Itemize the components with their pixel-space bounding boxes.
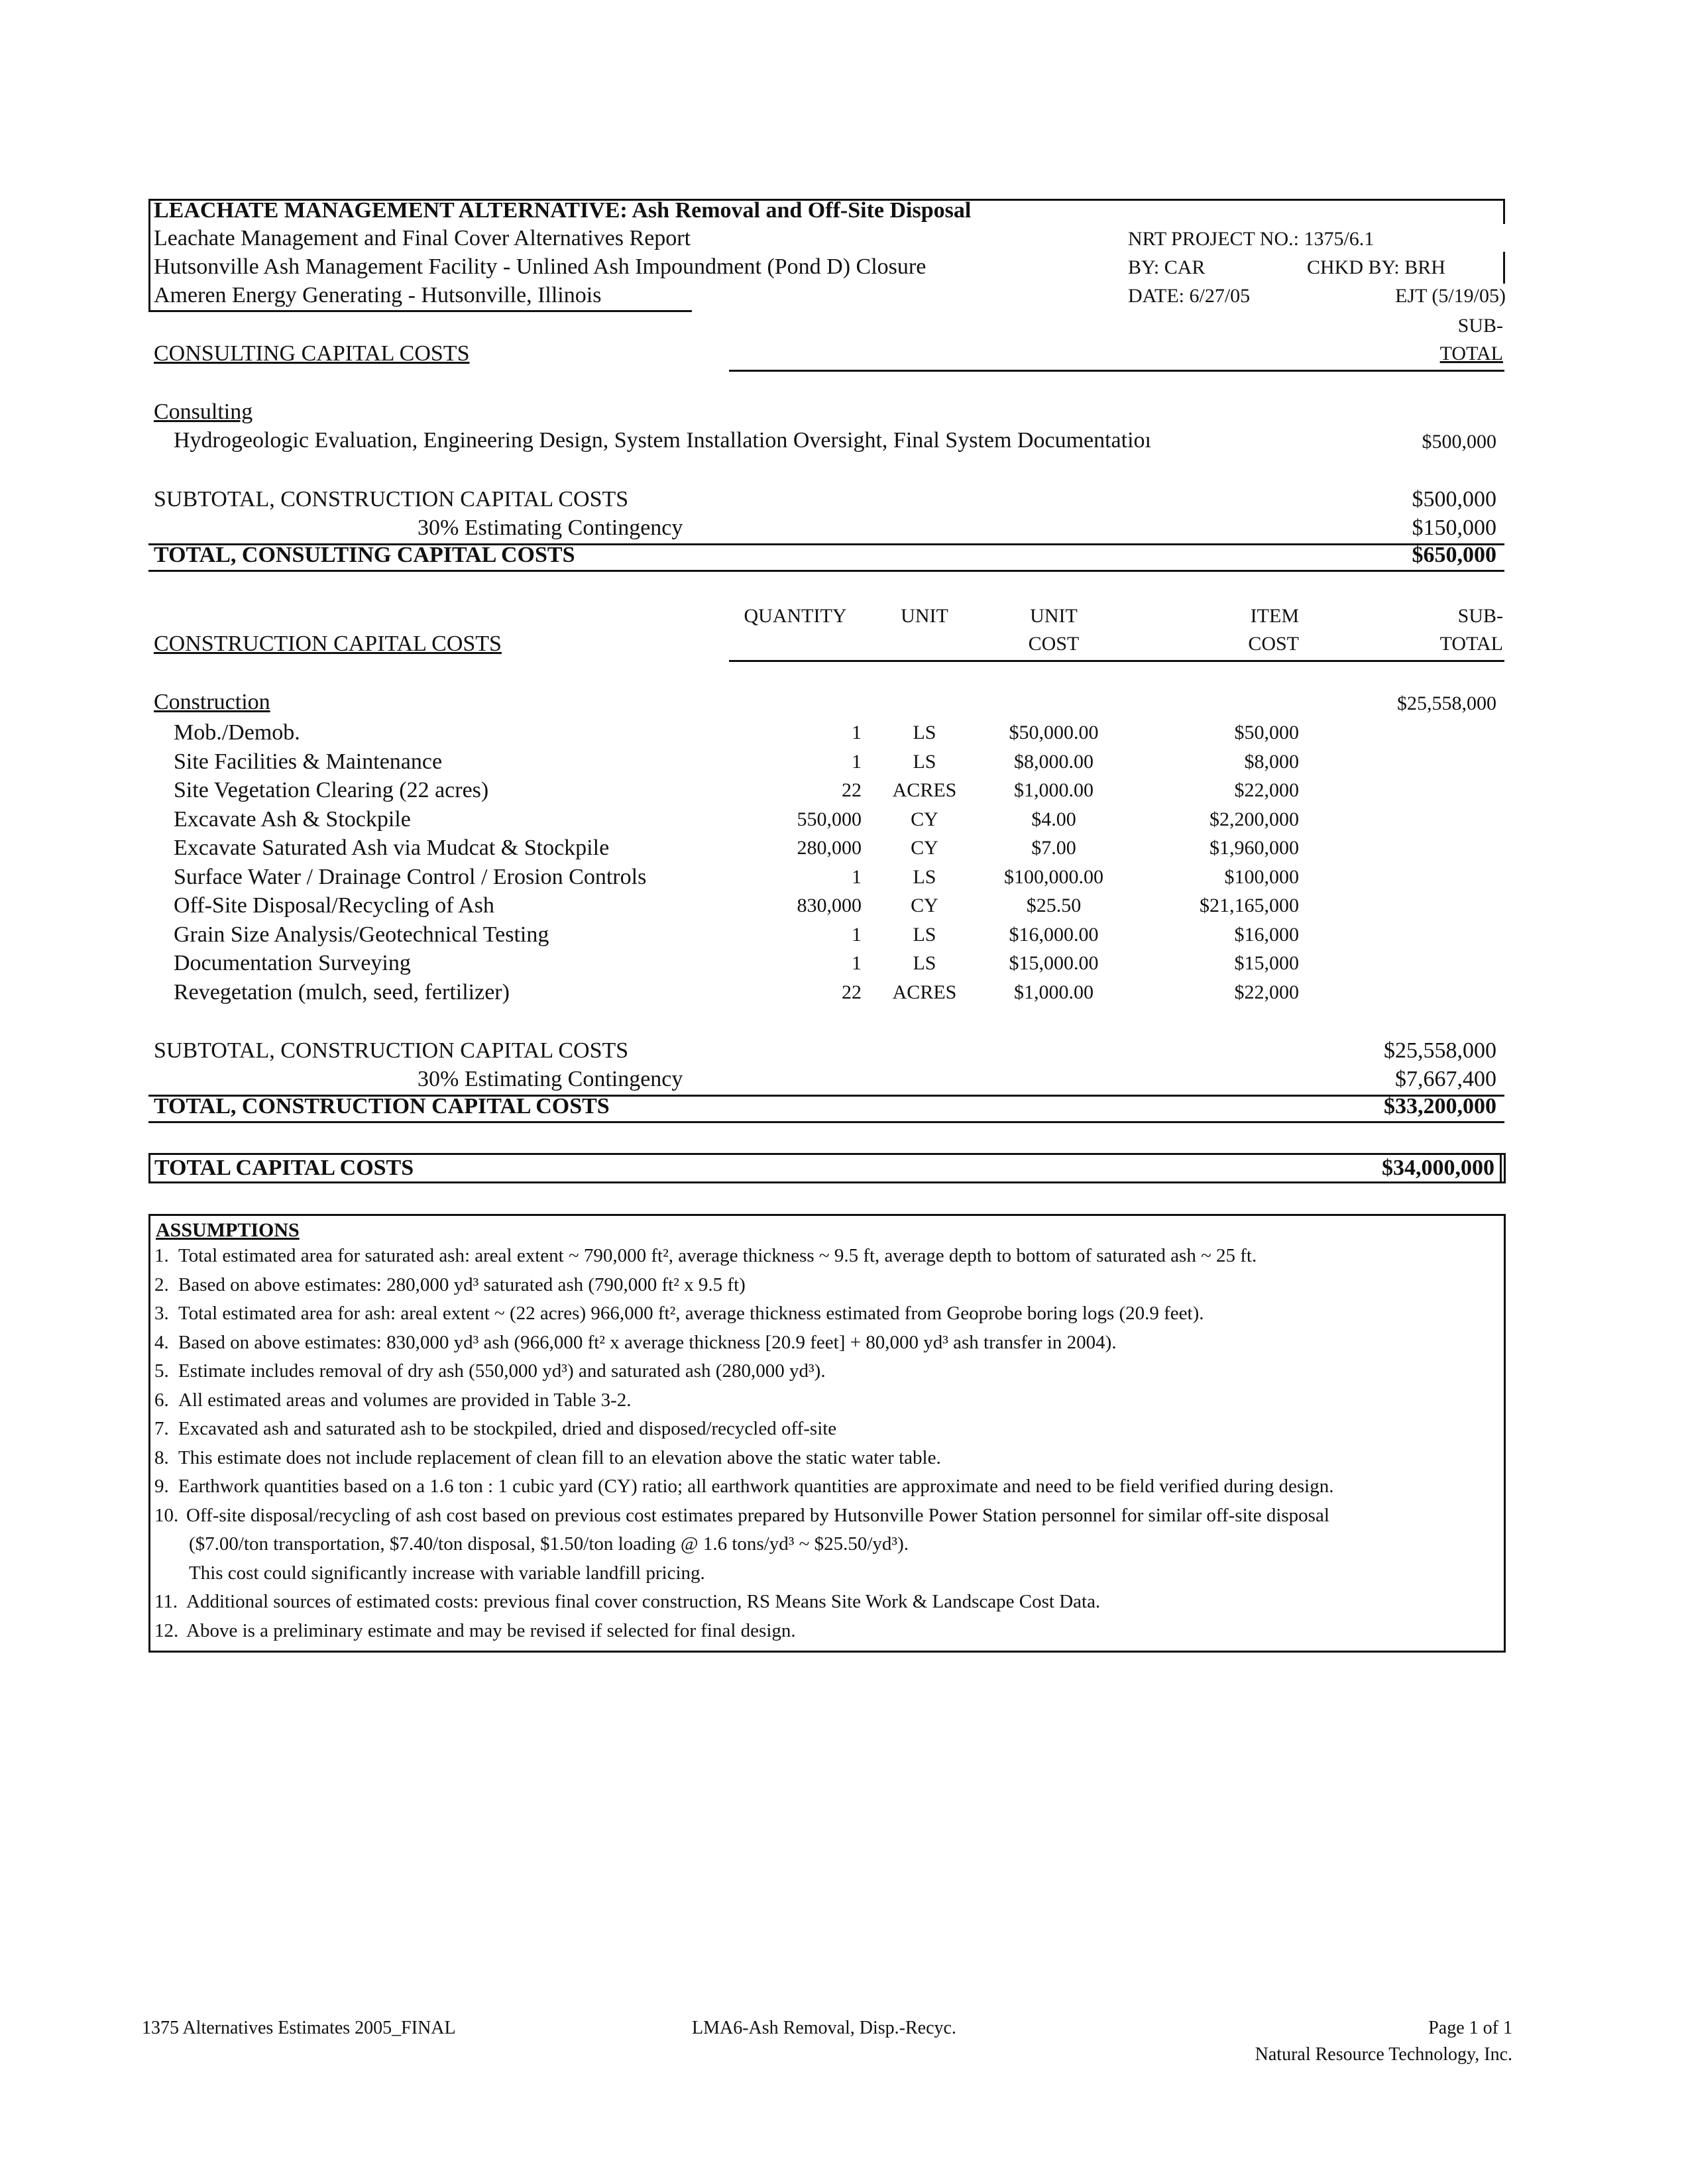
construction-subtotal-value: $25,558,000 [1384,1038,1496,1063]
construction-item-desc: Excavate Ash & Stockpile [174,806,411,832]
construction-item-unit-cost: $7.00 [1031,837,1076,859]
construction-item-qty: 1 [852,952,862,974]
construction-item-unit-cost: $1,000.00 [1014,779,1094,801]
report-subtitle: Leachate Management and Final Cover Alternatives Report [154,226,691,250]
construction-item-unit: ACRES [892,981,957,1003]
grand-total-value-divider [1500,1153,1502,1183]
construction-item-row [0,718,1686,747]
construction-item-row [0,920,1686,950]
client-name: Ameren Energy Generating - Hutsonville, Illinois [154,283,602,307]
consulting-col-sub: SUB- [1457,315,1503,337]
construction-section-title: CONSTRUCTION CAPITAL COSTS [154,631,502,656]
assumption-number: 6. [154,1389,169,1411]
construction-item-qty: 22 [842,779,862,801]
report-title: LEACHATE MANAGEMENT ALTERNATIVE: Ash Removal and Off-Site Disposal [154,198,972,223]
construction-item-qty: 830,000 [797,895,862,916]
assumption-text: Based on above estimates: 830,000 yd³ ash (966,000 ft² x average thickness [20.9 feet] + 80,000 yd³ ash transfer in 2004). [178,1331,1117,1353]
construction-item-unit: LS [913,952,936,974]
construction-item-qty: 280,000 [797,837,862,859]
grand-total-label: TOTAL CAPITAL COSTS [154,1156,414,1180]
construction-item-unit: LS [913,750,936,773]
assumption-number: 5. [154,1360,169,1382]
construction-item-item-cost: $1,960,000 [1209,837,1299,859]
construction-item-unit-cost: $4.00 [1031,808,1076,830]
construction-item-item-cost: $100,000 [1224,865,1299,888]
construction-total-value: $33,200,000 [1384,1094,1496,1119]
assumption-number: 9. [154,1476,169,1497]
assumption-text: Total estimated area for saturated ash: areal extent ~ 790,000 ft², average thickness ~ 9.5 ft, average depth to bottom of saturated ash ~ 25 ft. [178,1245,1257,1266]
header-bottom-rule [148,310,692,312]
construction-item-desc: Site Facilities & Maintenance [174,749,443,774]
assumption-text: Excavated ash and saturated ash to be stockpiled, dried and disposed/recycled off-site [178,1418,837,1439]
construction-item-item-cost: $22,000 [1234,981,1299,1003]
construction-item-desc: Off-Site Disposal/Recycling of Ash [174,893,494,918]
construction-item-desc: Grain Size Analysis/Geotechnical Testing [174,922,549,947]
construction-item-unit-cost: $8,000.00 [1014,750,1094,773]
header-right-rule-mid [1503,252,1505,284]
construction-item-row [0,805,1686,834]
prepared-by: BY: CAR [1128,256,1206,278]
facility-name: Hutsonville Ash Management Facility - Unlined Ash Impoundment (Pond D) Closure [154,254,927,279]
consulting-section-title: CONSULTING CAPITAL COSTS [154,341,470,366]
construction-item-row [0,834,1686,863]
consulting-subtotal-value: $500,000 [1412,487,1496,512]
construction-item-desc: Documentation Surveying [174,951,411,975]
construction-item-unit: CY [911,837,938,859]
consulting-item-value: $500,000 [1422,431,1496,453]
construction-category: Construction [154,690,270,714]
construction-total-rule-bottom [148,1121,1504,1123]
construction-item-item-cost: $8,000 [1244,750,1299,773]
construction-item-unit-cost: $25.50 [1026,895,1082,916]
header-left-rule [148,199,150,310]
footer-company: Natural Resource Technology, Inc. [1255,2044,1512,2065]
footer-filename: 1375 Alternatives Estimates 2005_FINAL [142,2018,456,2038]
construction-item-desc: Mob./Demob. [174,720,300,745]
construction-item-row [0,978,1686,1007]
construction-contingency-value: $7,667,400 [1395,1067,1496,1091]
construction-item-qty: 1 [852,722,862,743]
col-item-cost-line1: ITEM [1250,605,1299,627]
construction-item-unit: CY [911,808,938,830]
consulting-category: Consulting [154,400,253,424]
assumption-text: All estimated areas and volumes are provided in Table 3-2. [178,1389,632,1411]
assumption-text: Additional sources of estimated costs: previous final cover construction, RS Means Site Work & Landscape Cost Data. [186,1591,1101,1612]
construction-item-row [0,949,1686,978]
prepared-date: DATE: 6/27/05 [1128,285,1251,307]
construction-item-qty: 1 [852,923,862,946]
footer-page-number: Page 1 of 1 [1428,2018,1512,2038]
construction-item-unit: LS [913,865,936,888]
construction-item-desc: Excavate Saturated Ash via Mudcat & Stockpile [174,836,610,860]
construction-item-qty: 1 [852,865,862,888]
construction-item-row [0,776,1686,805]
col-sub-line2: TOTAL [1439,633,1503,655]
construction-item-qty: 22 [842,981,862,1003]
construction-item-unit-cost: $16,000.00 [1009,923,1099,946]
assumptions-title: ASSUMPTIONS [156,1219,300,1241]
construction-item-unit: LS [913,923,936,946]
consulting-subtotal-label: SUBTOTAL, CONSTRUCTION CAPITAL COSTS [154,487,629,512]
assumption-number: 12. [154,1619,179,1641]
assumption-text: Total estimated area for ash: areal extent ~ (22 acres) 966,000 ft², average thickness estimated from Geoprobe boring logs (20.9 feet). [178,1303,1204,1324]
header-right-rule-top [1503,199,1505,224]
checked-by: CHKD BY: BRH [1307,256,1445,278]
assumptions-box [148,1214,1506,1653]
construction-contingency-label: 30% Estimating Contingency [418,1067,683,1091]
construction-item-item-cost: $50,000 [1234,722,1299,743]
ejt-note: EJT (5/19/05) [1395,285,1506,307]
col-unit-cost-line1: UNIT [1030,605,1078,627]
assumption-number: 4. [154,1331,169,1353]
assumption-number: 2. [154,1274,169,1295]
grand-total-value: $34,000,000 [1382,1156,1494,1180]
construction-item-unit: LS [913,722,936,743]
construction-item-unit: CY [911,895,938,916]
construction-item-unit-cost: $50,000.00 [1009,722,1099,743]
construction-item-item-cost: $2,200,000 [1209,808,1299,830]
consulting-contingency-label: 30% Estimating Contingency [418,516,683,540]
construction-total-label: TOTAL, CONSTRUCTION CAPITAL COSTS [154,1094,610,1119]
construction-item-unit-cost: $100,000.00 [1004,865,1103,888]
consulting-total-value: $650,000 [1412,543,1496,567]
construction-item-item-cost: $22,000 [1234,779,1299,801]
assumption-text: Based on above estimates: 280,000 yd³ saturated ash (790,000 ft² x 9.5 ft) [178,1274,746,1295]
col-unit-cost-line2: COST [1028,633,1080,655]
assumption-number: 8. [154,1447,169,1468]
construction-header-rule [729,660,1504,662]
project-number: NRT PROJECT NO.: 1375/6.1 [1128,228,1375,250]
construction-item-item-cost: $21,165,000 [1200,895,1299,916]
consulting-total-label: TOTAL, CONSULTING CAPITAL COSTS [154,543,575,567]
construction-item-desc: Surface Water / Drainage Control / Erosion Controls [174,864,647,889]
construction-item-qty: 1 [852,750,862,773]
assumption-text: ($7.00/ton transportation, $7.40/ton disposal, $1.50/ton loading @ 1.6 tons/yd³ ~ $25.50/yd³). [189,1533,909,1555]
consulting-item-desc: Hydrogeologic Evaluation, Engineering Design, System Installation Oversight, Final System Documentatioı [174,428,1151,453]
assumption-text: Off-site disposal/recycling of ash cost based on previous cost estimates prepared by Hutsonville Power Station personnel for similar off-site disposal [186,1504,1329,1526]
construction-item-qty: 550,000 [797,808,862,830]
col-sub-line1: SUB- [1457,605,1503,627]
assumption-number: 10. [154,1504,179,1526]
assumption-text: Above is a preliminary estimate and may be revised if selected for final design. [186,1619,796,1641]
assumption-number: 3. [154,1303,169,1324]
construction-item-desc: Revegetation (mulch, seed, fertilizer) [174,979,510,1005]
construction-item-unit-cost: $15,000.00 [1009,952,1099,974]
assumption-number: 11. [154,1591,178,1612]
grand-total-box [148,1153,1506,1183]
construction-item-desc: Site Vegetation Clearing (22 acres) [174,778,489,802]
assumption-text: This estimate does not include replacement of clean fill to an elevation above the static water table. [178,1447,941,1468]
consulting-header-rule [729,370,1504,372]
construction-item-item-cost: $16,000 [1234,923,1299,946]
col-quantity: QUANTITY [744,605,847,627]
assumption-text: Earthwork quantities based on a 1.6 ton : 1 cubic yard (CY) ratio; all earthwork quantities are approximate and need to be field verified during design. [178,1476,1334,1497]
assumption-text: This cost could significantly increase with variable landfill pricing. [189,1562,705,1584]
assumption-number: 7. [154,1418,169,1439]
construction-item-item-cost: $15,000 [1234,952,1299,974]
consulting-col-total: TOTAL [1439,343,1503,364]
construction-item-row [0,747,1686,777]
col-unit: UNIT [901,605,948,627]
construction-category-total: $25,558,000 [1397,692,1496,714]
construction-subtotal-label: SUBTOTAL, CONSTRUCTION CAPITAL COSTS [154,1038,629,1063]
consulting-total-rule-bottom [148,570,1504,572]
assumption-text: Estimate includes removal of dry ash (550,000 yd³) and saturated ash (280,000 yd³). [178,1360,826,1382]
construction-item-unit: ACRES [892,779,957,801]
consulting-contingency-value: $150,000 [1412,516,1496,540]
assumption-number: 1. [154,1245,169,1266]
construction-item-row [0,863,1686,892]
construction-item-unit-cost: $1,000.00 [1014,981,1094,1003]
footer-sheet-name: LMA6-Ash Removal, Disp.-Recyc. [692,2018,956,2038]
construction-item-row [0,891,1686,920]
col-item-cost-line2: COST [1248,633,1299,655]
